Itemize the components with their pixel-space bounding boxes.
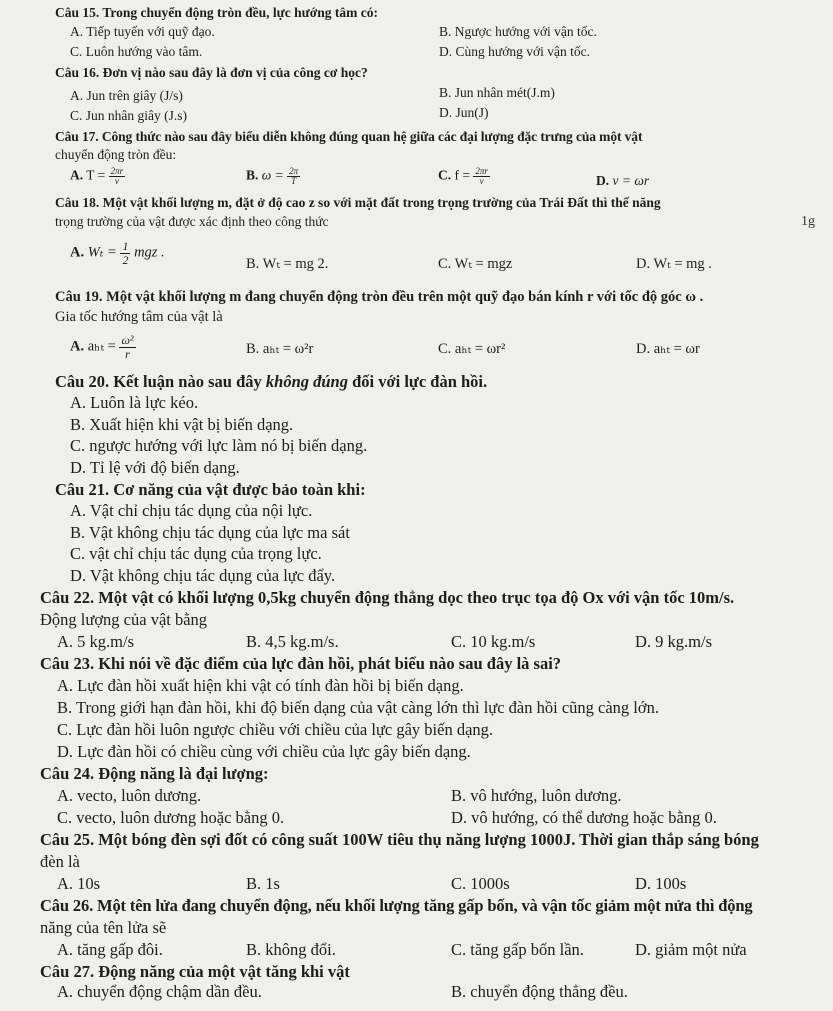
question-19-stem-line2: Gia tốc hướng tâm của vật là <box>55 309 223 325</box>
question-15-option-c: C. Luôn hướng vào tâm. <box>70 44 203 59</box>
question-26-stem: Câu 26. Một tên lửa đang chuyển động, nếu khối lượng tăng gấp bốn, và vận tốc giảm một nửa thì động <box>40 896 753 915</box>
question-18-stem-line2: trọng trường của vật được xác định theo công thức <box>55 214 329 229</box>
question-22-stem: Câu 22. Một vật có khối lượng 0,5kg chuyển động thẳng dọc theo trục tọa độ Ox với vận tốc 10m/s. <box>40 588 735 607</box>
question-22-option-b: B. 4,5 kg.m/s. <box>246 632 339 651</box>
question-20-option-c: C. ngược hướng với lực làm nó bị biến dạng. <box>70 436 368 455</box>
question-21-option-d: D. Vật không chịu tác dụng của lực đẩy. <box>70 566 336 585</box>
question-25-option-c: C. 1000s <box>451 874 510 893</box>
question-17-option-c: C. f = $\frac{2\pi r}{v}$ <box>438 166 488 186</box>
question-21-option-c: C. vật chỉ chịu tác dụng của trọng lực. <box>70 544 322 563</box>
question-24-option-a: A. vecto, luôn dương. <box>57 786 202 805</box>
question-23-stem: Câu 23. Khi nói về đặc điểm của lực đàn hồi, phát biểu nào sau đây là sai? <box>40 654 562 673</box>
question-18-stem: Câu 18. Một vật khối lượng m, đặt ở độ cao z so với mặt đất trong trọng trường của Trái Đất thì thế năng <box>55 195 661 210</box>
question-22-option-a: A. 5 kg.m/s <box>57 632 135 651</box>
question-22-option-c: C. 10 kg.m/s <box>451 632 536 651</box>
question-19-stem: Câu 19. Một vật khối lượng m đang chuyển động tròn đều trên một quỹ đạo bán kính r với tốc độ góc ω . <box>55 289 704 305</box>
question-15-stem: Câu 15. Trong chuyển động tròn đều, lực hướng tâm có: <box>55 5 378 20</box>
question-16-option-d: D. Jun(J) <box>439 105 489 120</box>
question-15-option-b: B. Ngược hướng với vận tốc. <box>439 24 597 39</box>
question-25-option-a: A. 10s <box>57 874 101 893</box>
question-26-option-b: B. không đổi. <box>246 940 336 959</box>
question-17-option-b: B. ω = $\frac{2\pi}{T}$ <box>246 166 299 186</box>
question-22-option-d: D. 9 kg.m/s <box>635 632 713 651</box>
fraction-2pir-over-v: $\frac{2\pi r}{v}$ <box>110 166 124 186</box>
question-27-option-b: B. chuyển động thẳng đều. <box>451 982 628 1001</box>
question-19-option-c: C. aₕₜ = ωr² <box>438 341 506 357</box>
question-21-stem: Câu 21. Cơ năng của vật được bảo toàn khi: <box>55 480 366 499</box>
fraction-omega-squared-over-r: $\frac{\text{ω²}}{r}$ <box>121 333 134 361</box>
question-20-option-a: A. Luôn là lực kéo. <box>70 393 199 412</box>
question-19-option-a: A. aₕₜ = $\frac{\text{ω²}}{r}$ <box>70 333 134 361</box>
question-27-stem: Câu 27. Động năng của một vật tăng khi vật <box>40 962 350 981</box>
question-17-stem: Câu 17. Công thức nào sau đây biểu diễn không đúng quan hệ giữa các đại lượng đặc trưng của một vật <box>55 129 643 144</box>
question-26-stem-line2: năng của tên lửa sẽ <box>40 918 167 937</box>
question-22-stem-line2: Động lượng của vật bằng <box>40 610 208 629</box>
question-24-option-c: C. vecto, luôn dương hoặc bằng 0. <box>57 808 285 827</box>
question-16-option-b: B. Jun nhân mét(J.m) <box>439 85 555 100</box>
question-24-stem: Câu 24. Động năng là đại lượng: <box>40 764 269 783</box>
question-19-option-b: B. aₕₜ = ω²r <box>246 341 314 357</box>
question-23-option-a: A. Lực đàn hồi xuất hiện khi vật có tính đàn hồi bị biến dạng. <box>57 676 464 695</box>
question-24-option-b: B. vô hướng, luôn dương. <box>451 786 622 805</box>
question-16-stem: Câu 16. Đơn vị nào sau đây là đơn vị của công cơ học? <box>55 65 368 80</box>
handwritten-margin-note: 1g <box>801 214 815 229</box>
question-19-option-d: D. aₕₜ = ωr <box>636 341 700 357</box>
question-18-option-d: D. Wₜ = mg . <box>636 256 712 272</box>
question-25-option-b: B. 1s <box>246 874 280 893</box>
question-17-stem-line2: chuyển động tròn đều: <box>55 147 177 162</box>
question-24-option-d: D. vô hướng, có thể dương hoặc bằng 0. <box>451 808 717 827</box>
question-23-option-d: D. Lực đàn hồi có chiều cùng với chiều của lực gây biến dạng. <box>57 742 471 761</box>
question-17-option-d: D. v = ωr <box>596 173 650 188</box>
question-20-stem: Câu 20. Kết luận nào sau đây không đúng đối với lực đàn hồi. <box>55 372 488 391</box>
question-26-option-a: A. tăng gấp đôi. <box>57 940 163 959</box>
question-26-option-c: C. tăng gấp bốn lần. <box>451 940 584 959</box>
question-20-option-b: B. Xuất hiện khi vật bị biến dạng. <box>70 415 294 434</box>
question-20-option-d: D. Tỉ lệ với độ biến dạng. <box>70 458 240 477</box>
question-25-stem: Câu 25. Một bóng đèn sợi đốt có công suất 100W tiêu thụ năng lượng 1000J. Thời gian thắp sáng bóng <box>40 830 759 849</box>
fraction-one-half: $\frac{1}{2}$ <box>122 239 129 267</box>
question-16-option-a: A. Jun trên giây (J/s) <box>70 88 183 103</box>
question-18-option-a: A. Wₜ = $\frac{1}{2}$ mgz . <box>70 239 165 267</box>
question-18-option-c: C. Wₜ = mgz <box>438 256 513 272</box>
question-25-option-d: D. 100s <box>635 874 687 893</box>
question-15-option-a: A. Tiếp tuyến với quỹ đạo. <box>70 24 215 39</box>
fraction-2pir-over-v: $\frac{2\pi r}{v}$ <box>475 166 488 186</box>
question-21-option-a: A. Vật chỉ chịu tác dụng của nội lực. <box>70 501 313 520</box>
question-15-option-d: D. Cùng hướng với vận tốc. <box>439 44 590 59</box>
question-26-option-d: D. giảm một nửa <box>635 940 747 959</box>
question-23-option-b: B. Trong giới hạn đàn hồi, khi độ biến dạng của vật càng lớn thì lực đàn hồi cũng càng lớn. <box>57 698 659 717</box>
question-16-option-c: C. Jun nhân giây (J.s) <box>70 108 187 123</box>
question-25-stem-line2: đèn là <box>40 852 80 871</box>
question-21-option-b: B. Vật không chịu tác dụng của lực ma sát <box>70 523 350 542</box>
question-17-option-a: A. T = $\frac{2\pi r}{v}$ <box>70 166 124 186</box>
fraction-2pi-over-t: $\frac{2\pi}{T}$ <box>289 166 299 186</box>
question-23-option-c: C. Lực đàn hồi luôn ngược chiều với chiều của lực gây biến dạng. <box>57 720 494 739</box>
question-18-option-b: B. Wₜ = mg 2. <box>246 256 329 272</box>
question-27-option-a: A. chuyển động chậm dần đều. <box>57 982 262 1001</box>
